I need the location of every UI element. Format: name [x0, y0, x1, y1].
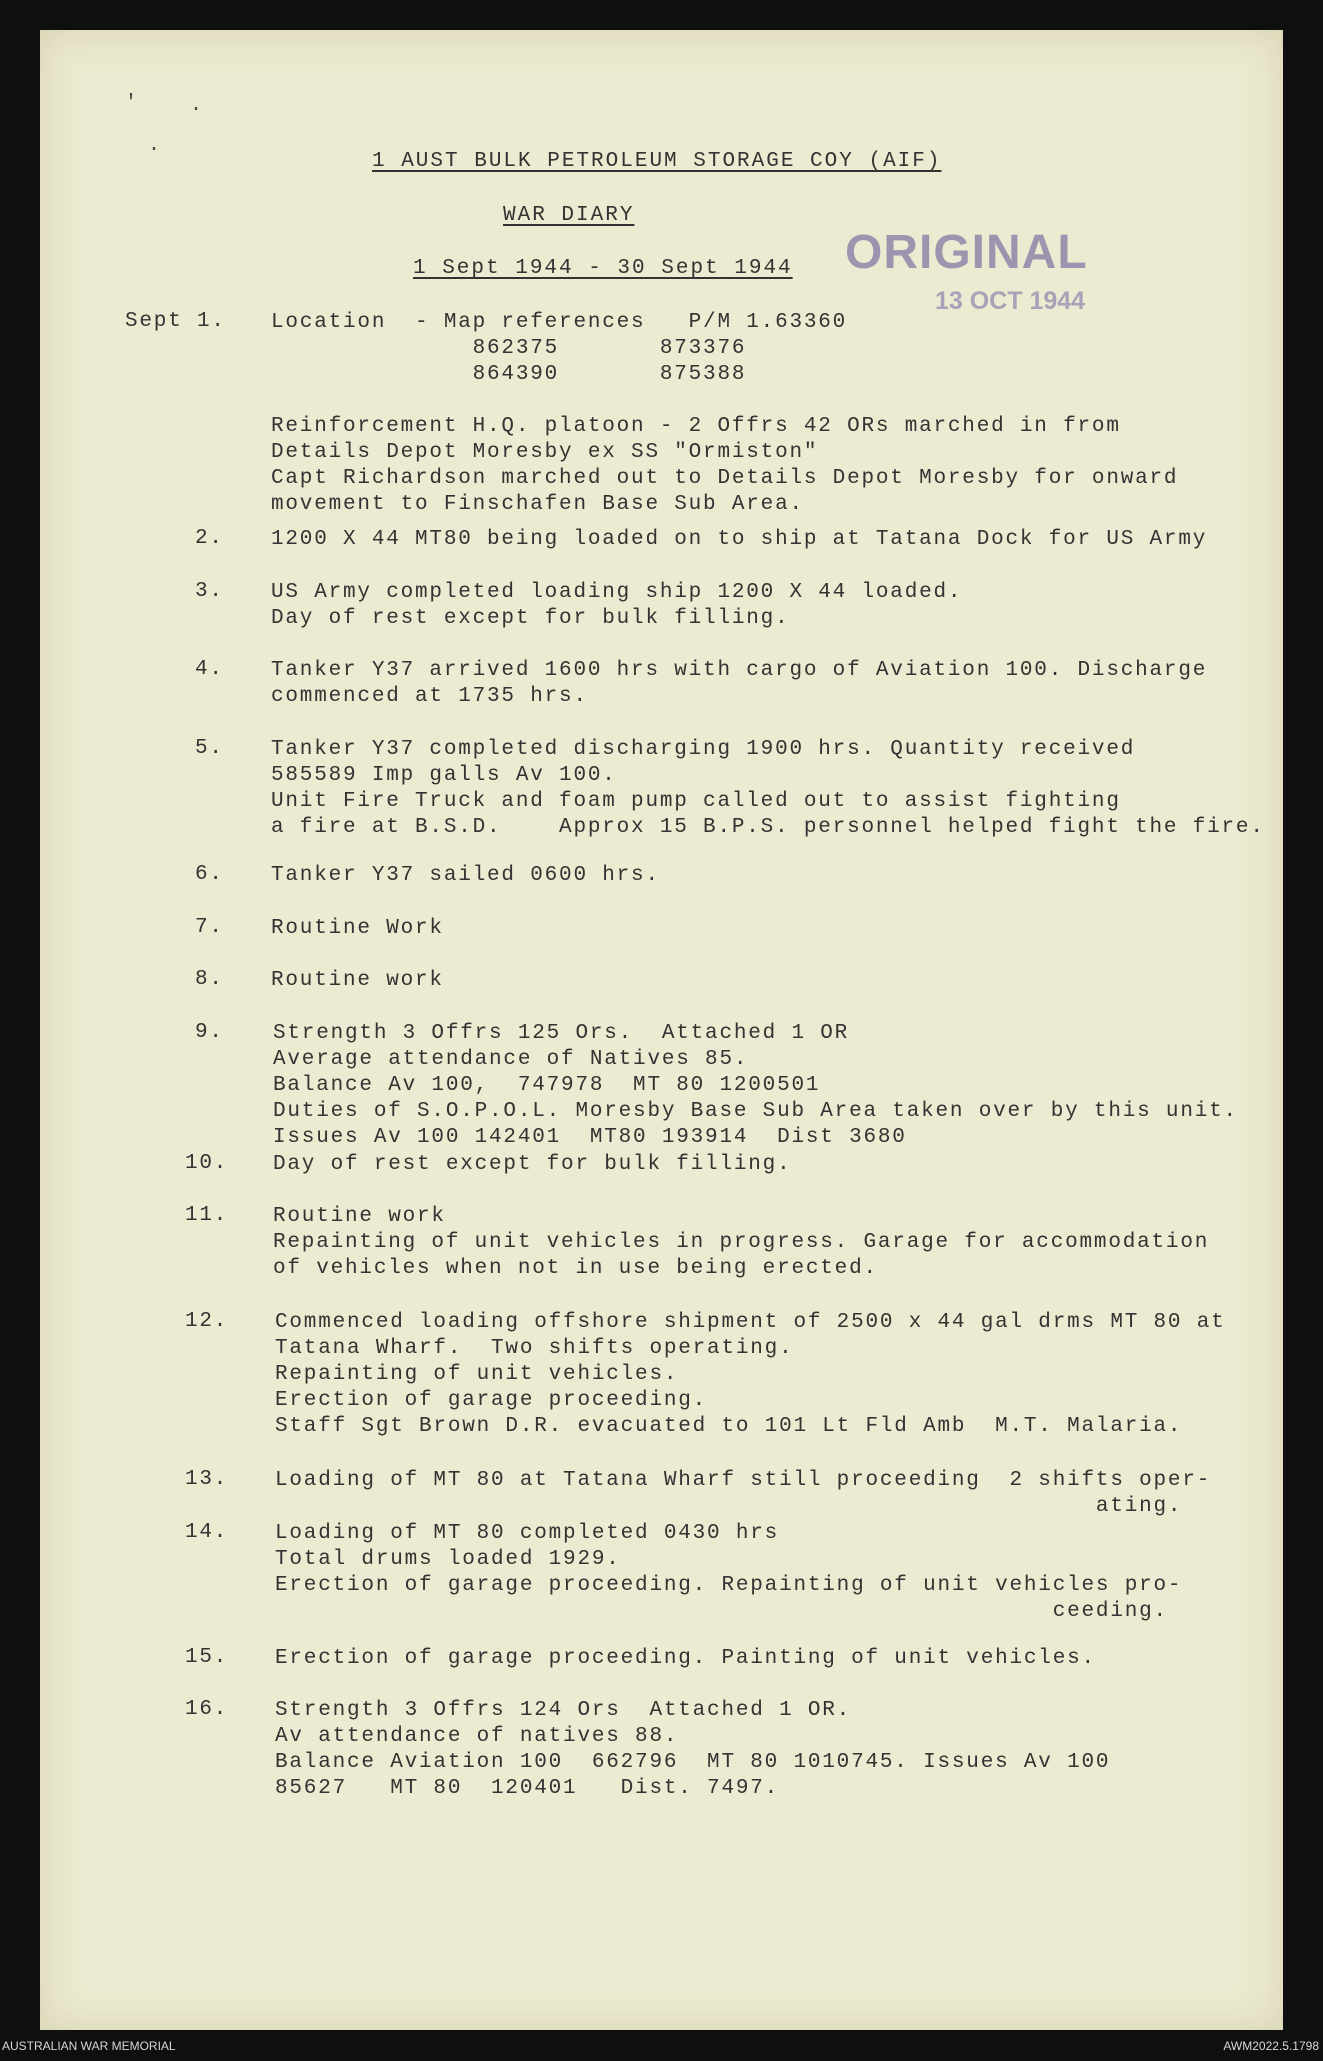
entry-line: Erection of garage proceeding. Painting of unit vehicles.	[275, 1647, 1096, 1670]
entry-line: Location - Map references P/M 1.63360	[271, 311, 848, 334]
entry-line: Issues Av 100 142401 MT80 193914 Dist 3680	[273, 1126, 907, 1149]
entry-line: Av attendance of natives 88.	[275, 1725, 679, 1748]
entry-line: Routine work	[271, 969, 444, 992]
footer-right: AWM2022.5.1798	[1223, 2039, 1319, 2053]
entry-line: Tanker Y37 arrived 1600 hrs with cargo of Aviation 100. Discharge	[271, 659, 1208, 682]
entry-day: 6.	[195, 863, 224, 886]
entry-day: 7.	[195, 916, 224, 939]
entry-day: 11.	[185, 1204, 229, 1227]
entry-line: Day of rest except for bulk filling.	[271, 607, 790, 630]
entry-line: of vehicles when not in use being erected.	[273, 1257, 878, 1280]
doc-type-title: WAR DIARY	[503, 204, 635, 227]
entry-line: Strength 3 Offrs 125 Ors. Attached 1 OR	[273, 1022, 850, 1045]
entry-line: ceeding.	[275, 1600, 1168, 1623]
entry-day: 9.	[195, 1021, 224, 1044]
entry-line: 862375 873376	[271, 337, 747, 360]
entry-day: 12.	[185, 1310, 229, 1333]
entry-day: 16.	[185, 1698, 229, 1721]
entry-line: Repainting of unit vehicles in progress. Garage for accommodation	[273, 1231, 1210, 1254]
entry-line: Staff Sgt Brown D.R. evacuated to 101 Lt Fld Amb M.T. Malaria.	[275, 1415, 1183, 1438]
entry-line: Loading of MT 80 at Tatana Wharf still proceeding 2 shifts oper-	[275, 1469, 1212, 1492]
entry-day: 3.	[195, 580, 224, 603]
entry-day: 15.	[185, 1646, 229, 1669]
entry-line: Strength 3 Offrs 124 Ors Attached 1 OR.	[275, 1699, 852, 1722]
entry-line: Tatana Wharf. Two shifts operating.	[275, 1337, 794, 1360]
entry-line: Capt Richardson marched out to Details Depot Moresby for onward	[271, 467, 1179, 490]
entry-day: 8.	[195, 968, 224, 991]
entry-line: Loading of MT 80 completed 0430 hrs	[275, 1522, 780, 1545]
entry-line: Details Depot Moresby ex SS "Ormiston"	[271, 441, 819, 464]
entry-line: Balance Aviation 100 662796 MT 80 1010745. Issues Av 100	[275, 1751, 1111, 1774]
entry-day: 10.	[185, 1152, 229, 1175]
entry-line: Routine work	[273, 1205, 446, 1228]
entry-day: 13.	[185, 1468, 229, 1491]
entry-line: Day of rest except for bulk filling.	[273, 1153, 792, 1176]
entry-line: Routine Work	[271, 917, 444, 940]
entry-day: 4.	[195, 658, 224, 681]
entry-line: movement to Finschafen Base Sub Area.	[271, 493, 804, 516]
entry-day: Sept 1.	[125, 310, 226, 333]
received-date-stamp: 13 OCT 1944	[935, 287, 1086, 315]
entry-line: Tanker Y37 completed discharging 1900 hrs. Quantity received	[271, 738, 1136, 761]
entry-line: a fire at B.S.D. Approx 15 B.P.S. personnel helped fight the fire.	[271, 816, 1265, 839]
entry-line: Erection of garage proceeding. Repainting of unit vehicles pro-	[275, 1574, 1183, 1597]
entry-line: Erection of garage proceeding.	[275, 1389, 708, 1412]
footer-left: AUSTRALIAN WAR MEMORIAL	[2, 2039, 176, 2053]
entry-line: Balance Av 100, 747978 MT 80 1200501	[273, 1074, 821, 1097]
entry-line: Total drums loaded 1929.	[275, 1548, 621, 1571]
entry-day: 14.	[185, 1521, 229, 1544]
entry-line: 85627 MT 80 120401 Dist. 7497.	[275, 1777, 780, 1800]
entry-line: ating.	[275, 1495, 1183, 1518]
punch-mark: ·	[190, 98, 203, 121]
entry-line: Repainting of unit vehicles.	[275, 1363, 679, 1386]
entry-line: Tanker Y37 sailed 0600 hrs.	[271, 864, 660, 887]
entry-line: 864390 875388	[271, 363, 747, 386]
entry-day: 5.	[195, 737, 224, 760]
period-title: 1 Sept 1944 - 30 Sept 1944	[413, 257, 793, 280]
entry-line: commenced at 1735 hrs.	[271, 685, 588, 708]
entry-line: 1200 X 44 MT80 being loaded on to ship at Tatana Dock for US Army	[271, 528, 1208, 551]
entry-line: Duties of S.O.P.O.L. Moresby Base Sub Area taken over by this unit.	[273, 1100, 1238, 1123]
punch-mark: '	[125, 92, 138, 115]
punch-mark: ·	[148, 138, 161, 161]
entry-line: US Army completed loading ship 1200 X 44 loaded.	[271, 581, 963, 604]
original-stamp: ORIGINAL	[845, 226, 1088, 279]
entry-day: 2.	[195, 527, 224, 550]
entry-line: Average attendance of Natives 85.	[273, 1048, 749, 1071]
entry-line: 585589 Imp galls Av 100.	[271, 764, 617, 787]
entry-line: Commenced loading offshore shipment of 2500 x 44 gal drms MT 80 at	[275, 1311, 1226, 1334]
entry-line: Reinforcement H.Q. platoon - 2 Offrs 42 ORs marched in from	[271, 415, 1121, 438]
unit-title: 1 AUST BULK PETROLEUM STORAGE COY (AIF)	[372, 150, 942, 173]
entry-line: Unit Fire Truck and foam pump called out to assist fighting	[271, 790, 1121, 813]
